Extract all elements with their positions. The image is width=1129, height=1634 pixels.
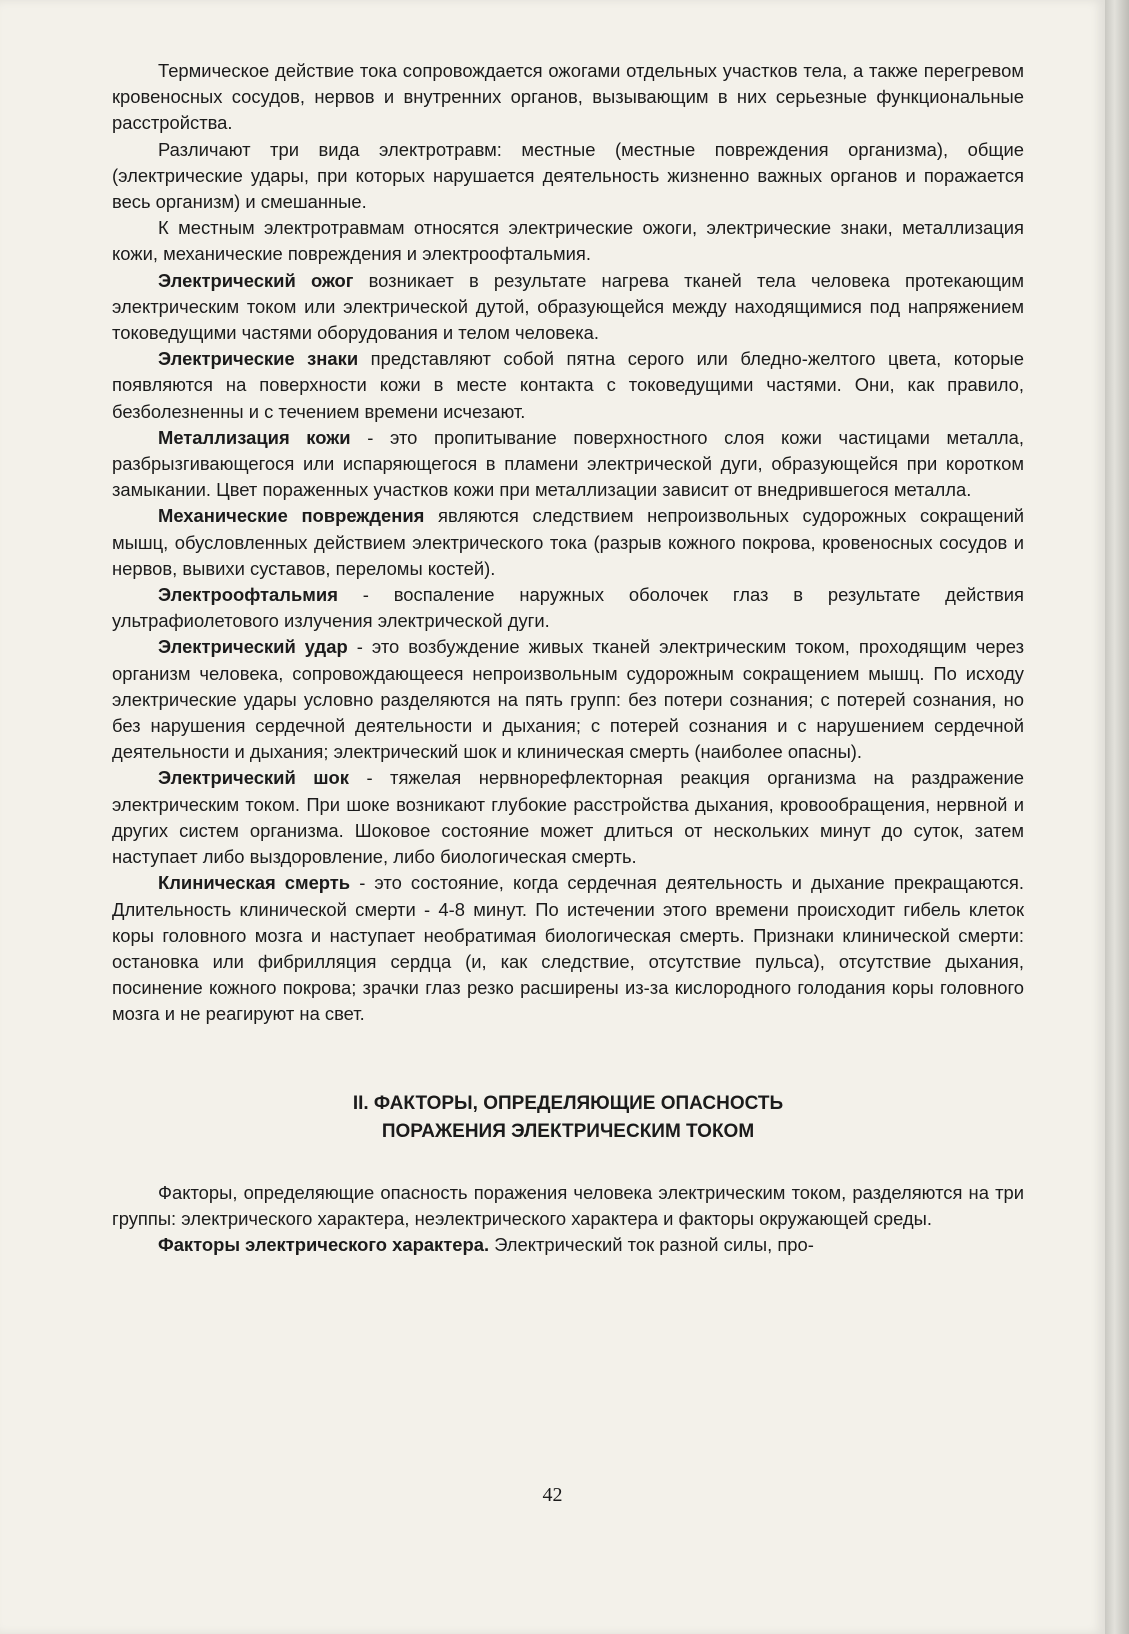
definition-mechanical-damage: Механические повреждения являются следствием непроизвольных судорожных сокращений мышц, обусловленных действием электрического тока (разрыв кожного покрова, кровеносных сосудов и нервов, вывихи суставов, переломы костей). xyxy=(112,505,1024,579)
term: Электроофтальмия xyxy=(158,584,338,606)
term: Клиническая смерть xyxy=(158,872,351,894)
page-number: 42 xyxy=(542,1484,563,1506)
definition-electric-shock-strike: Электрический удар - это возбуждение живых тканей электрическим током, проходящим через организм человека, сопровождающееся непроизвольным судорожным сокращением мышц. По исходу электрические удары условно разделяются на пять групп: без потери сознания; с потерей сознания, но без нарушения сердечной деятельности и дыхания; с потерей сознания и с нарушением сердечной деятельности и дыхания; электрический шок и клиническая смерть (наиболее опасны). xyxy=(112,636,1025,763)
definition-electric-marks: Электрические знаки представляют собой пятна серого или бледно-желтого цвета, которые появляются на поверхности кожи в месте контакта с токоведущими частями. Они, как правило, безболезненны и с течением времени исчезают. xyxy=(112,348,1024,422)
section-heading xyxy=(112,1090,1024,1146)
term: Факторы электрического характера. xyxy=(158,1233,490,1255)
definition-electric-shock: Электрический шок - тяжелая нервнорефлекторная реакция организма на раздражение электрическим током. При шоке возникают глубокие расстройства дыхания, кровообращения, нервной и других систем организма. Шоковое состояние может длиться от нескольких минут до суток, затем наступает либо выздоровление, либо биологическая смерть. xyxy=(112,767,1024,868)
term: Электрический ожог xyxy=(158,269,354,291)
section-heading-line-2: ПОРАЖЕНИЯ ЭЛЕКТРИЧЕСКИМ ТОКОМ xyxy=(381,1120,755,1142)
paragraph: Различают три вида электротравм: местные (местные повреждения организма), общие (электрические удары, при которых нарушается деятельность жизненно важных органов и поражается весь организм) и смешанные. xyxy=(112,138,1024,213)
term: Электрический шок xyxy=(158,767,349,789)
paragraph: Термическое действие тока сопровождается ожогами отдельных участков тела, а также перегревом кровеносных сосудов, нервов и внутренних органов, вызывающим в них серьезные функциональные расстройства. xyxy=(112,60,1024,134)
term: Электрический удар xyxy=(158,636,348,658)
term: Электрические знаки xyxy=(158,348,359,370)
definition-electric-burn: Электрический ожог возникает в результате нагрева тканей тела человека протекающим электрическим током или электрической дутой, образующейся между находящимися под напряжением токоведущими частями оборудования и телом человека. xyxy=(112,269,1024,344)
paragraph: К местным электротравмам относятся электрические ожоги, электрические знаки, металлизация кожи, механические повреждения и электроофтальмия. xyxy=(112,217,1024,265)
term: Механические повреждения xyxy=(158,505,425,527)
paragraph: Факторы, определяющие опасность поражения человека электрическим током, разделяются на три группы: электрического характера, неэлектрического характера и факторы окружающей среды. xyxy=(112,1181,1024,1229)
page-text xyxy=(112,58,1024,1258)
definition-skin-metallization: Металлизация кожи - это пропитывание поверхностного слоя кожи частицами металла, разбрызгивающегося или испаряющегося в пламени электрической дуги, образующейся при коротком замыкании. Цвет пораженных участков кожи при металлизации зависит от внедрившегося металла. xyxy=(112,426,1025,501)
term: Металлизация кожи xyxy=(158,426,351,448)
paragraph: Факторы электрического характера. Электрический ток разной силы, про- xyxy=(158,1233,814,1255)
definition-electroophthalmia: Электроофтальмия - воспаление наружных оболочек глаз в результате действия ультрафиолетового излучения электрической дуги. xyxy=(112,584,1024,632)
page-edge xyxy=(1105,0,1129,1634)
section-heading-line-1: II. ФАКТОРЫ, ОПРЕДЕЛЯЮЩИЕ ОПАСНОСТЬ xyxy=(352,1092,784,1114)
definition-clinical-death: Клиническая смерть - это состояние, когда сердечная деятельность и дыхание прекращаются. Длительность клинической смерти - 4-8 минут. По истечении этого времени происходит гибель клеток коры головного мозга и наступает необратимая биологическая смерть. Признаки клинической смерти: остановка или фибрилляция сердца (и, как следствие, отсутствие пульса), отсутствие дыхания, посинение кожного покрова; зрачки глаз резко расширены из-за кислородного голодания коры головного мозга и не реагируют на свет. xyxy=(112,872,1024,1025)
